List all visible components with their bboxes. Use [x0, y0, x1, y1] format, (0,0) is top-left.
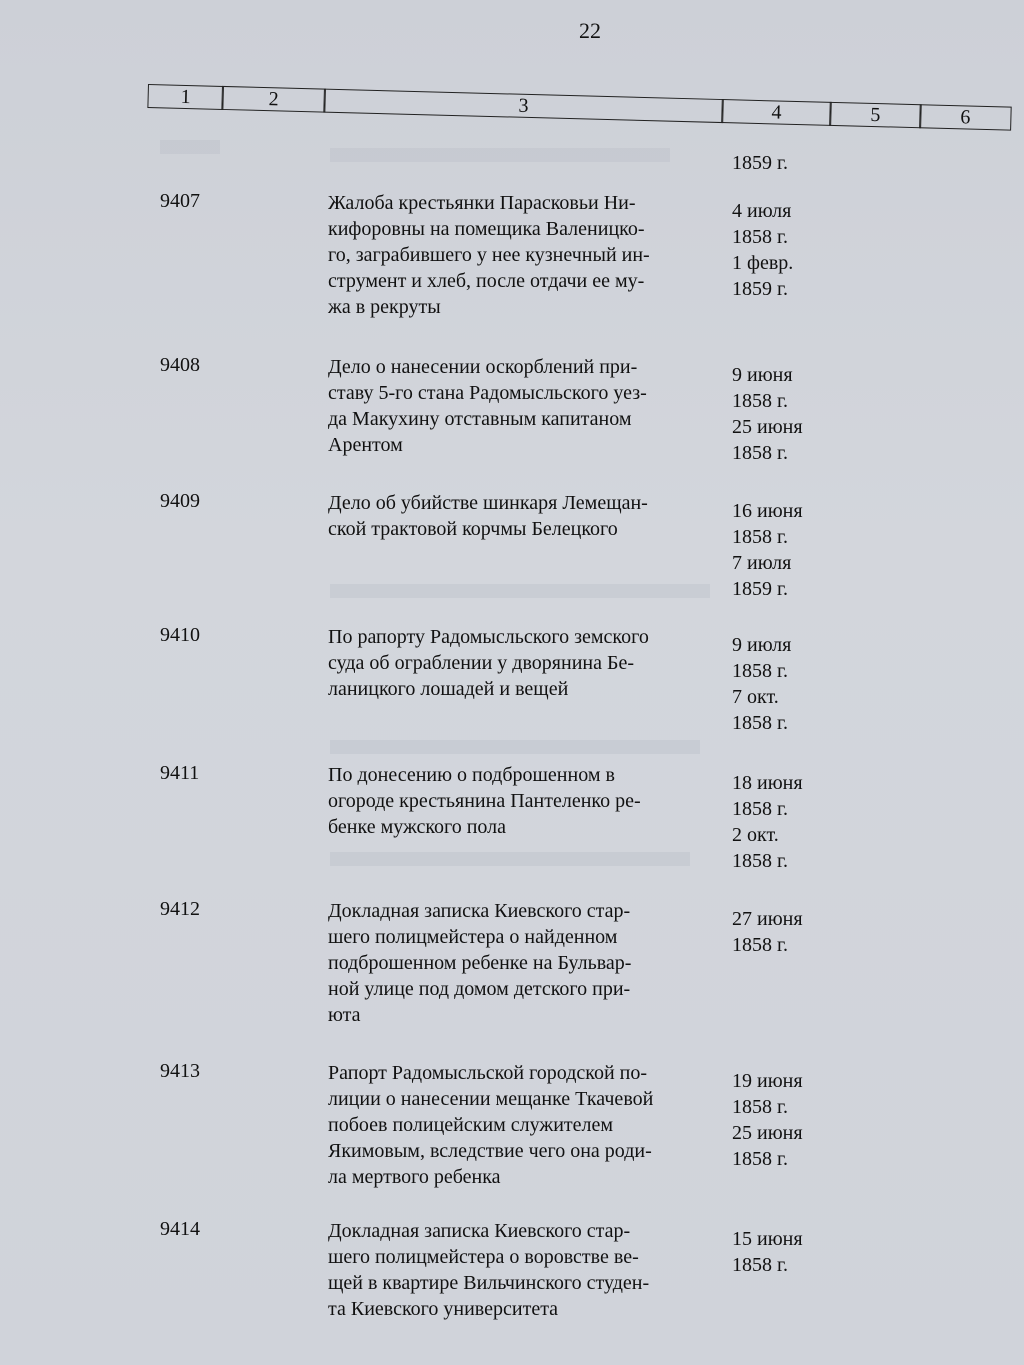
date-line: 9 июля	[732, 634, 792, 656]
description-line: ланицкого лошадей и вещей	[328, 678, 569, 700]
column-header-5: 5	[829, 102, 922, 128]
date-line: 1858 г.	[732, 442, 788, 464]
description-line: шего полицмейстера о воровстве ве-	[328, 1246, 639, 1268]
date-line: 16 июня	[732, 500, 803, 522]
date-line: 2 окт.	[732, 824, 779, 846]
description-line: огороде крестьянина Пантеленко ре-	[328, 790, 641, 812]
date-line: 1 февр.	[732, 252, 794, 274]
description-line: го, заграбившего у нее кузнечный ин-	[328, 244, 650, 266]
description-line: жа в рекруты	[328, 296, 441, 318]
date-line: 1858 г.	[732, 1148, 788, 1170]
record-dates	[732, 632, 862, 736]
description-line: да Макухину отставным капитаном	[328, 408, 632, 430]
record-description	[328, 898, 718, 1028]
record-number: 9408	[160, 354, 200, 376]
date-line: 25 июня	[732, 416, 803, 438]
description-line: лиции о нанесении мещанке Ткачевой	[328, 1088, 654, 1110]
description-line: По рапорту Радомысльского земского	[328, 626, 649, 648]
description-line: ной улице под домом детского при-	[328, 978, 631, 1000]
date-line: 1858 г.	[732, 934, 788, 956]
record-dates	[732, 1226, 862, 1278]
column-header-4: 4	[721, 99, 832, 126]
description-line: Якимовым, вследствие чего она роди-	[328, 1140, 652, 1162]
bleed-through-mark	[160, 140, 220, 154]
record-dates	[732, 1068, 862, 1172]
description-line: Докладная записка Киевского стар-	[328, 900, 631, 922]
description-line: Докладная записка Киевского стар-	[328, 1220, 631, 1242]
date-line: 4 июля	[732, 200, 792, 222]
date-line: 1859 г.	[732, 278, 788, 300]
record-dates	[732, 770, 862, 874]
date-line: 1858 г.	[732, 1096, 788, 1118]
description-line: струмент и хлеб, после отдачи ее му-	[328, 270, 645, 292]
date-line: 15 июня	[732, 1228, 803, 1250]
column-header-table	[147, 84, 1014, 141]
column-header-2: 2	[221, 86, 326, 113]
description-line: юта	[328, 1004, 361, 1026]
date-line: 18 июня	[732, 772, 803, 794]
column-header-1: 1	[147, 84, 224, 110]
bleed-through-mark	[330, 740, 700, 754]
description-line: подброшенном ребенке на Бульвар-	[328, 952, 632, 974]
bleed-through-mark	[330, 584, 710, 598]
record-number: 9413	[160, 1060, 200, 1082]
date-line: 1858 г.	[732, 226, 788, 248]
date-line: 1858 г.	[732, 526, 788, 548]
record-dates	[732, 498, 862, 602]
date-line: 1858 г.	[732, 798, 788, 820]
description-line: щей в квартире Вильчинского студен-	[328, 1272, 650, 1294]
description-line: ла мертвого ребенка	[328, 1166, 501, 1188]
description-line: суда об ограблении у дворянина Бе-	[328, 652, 634, 674]
record-number: 9410	[160, 624, 200, 646]
description-line: шего полицмейстера о найденном	[328, 926, 618, 948]
record-number: 9409	[160, 490, 200, 512]
record-number: 9412	[160, 898, 200, 920]
description-line: По донесению о подброшенном в	[328, 764, 615, 786]
description-line: Дело о нанесении оскорблений при-	[328, 356, 638, 378]
date-line: 19 июня	[732, 1070, 803, 1092]
column-header-3: 3	[323, 89, 723, 123]
record-dates	[732, 198, 862, 302]
record-number: 9407	[160, 190, 200, 212]
record-dates	[732, 906, 862, 958]
date-line: 1858 г.	[732, 1254, 788, 1276]
record-description	[328, 624, 718, 702]
date-line: 25 июня	[732, 1122, 803, 1144]
description-line: Рапорт Радомысльской городской по-	[328, 1062, 648, 1084]
page-number: 22	[579, 18, 601, 43]
bleed-through-mark	[330, 852, 690, 866]
record-description	[328, 1060, 718, 1190]
description-line: Жалоба крестьянки Парасковьи Ни-	[328, 192, 636, 214]
description-line: Дело об убийстве шинкаря Лемещан-	[328, 492, 648, 514]
record-number: 9411	[160, 762, 200, 784]
date-line: 7 окт.	[732, 686, 779, 708]
description-line: кифоровны на помещика Валеницко-	[328, 218, 645, 240]
date-line: 1858 г.	[732, 390, 788, 412]
date-line: 1858 г.	[732, 850, 788, 872]
description-line: та Киевского университета	[328, 1298, 559, 1320]
column-header-6: 6	[919, 104, 1012, 130]
date-line: 9 июня	[732, 364, 793, 386]
description-line: Арентом	[328, 434, 403, 456]
date-line: 7 июля	[732, 552, 792, 574]
record-description	[328, 190, 718, 320]
date-line: 1859 г.	[732, 578, 788, 600]
record-number: 9414	[160, 1218, 200, 1240]
record-description	[328, 490, 718, 542]
date-line: 1858 г.	[732, 712, 788, 734]
description-line: побоев полицейским служителем	[328, 1114, 614, 1136]
date-line: 27 июня	[732, 908, 803, 930]
record-description	[328, 354, 718, 458]
record-description	[328, 1218, 718, 1322]
continued-date: 1859 г.	[732, 152, 788, 174]
bleed-through-mark	[330, 148, 670, 162]
record-dates	[732, 362, 862, 466]
date-line: 1858 г.	[732, 660, 788, 682]
description-line: ставу 5-го стана Радомысльского уез-	[328, 382, 647, 404]
record-description	[328, 762, 718, 840]
description-line: бенке мужского пола	[328, 816, 507, 838]
description-line: ской трактовой корчмы Белецкого	[328, 518, 618, 540]
